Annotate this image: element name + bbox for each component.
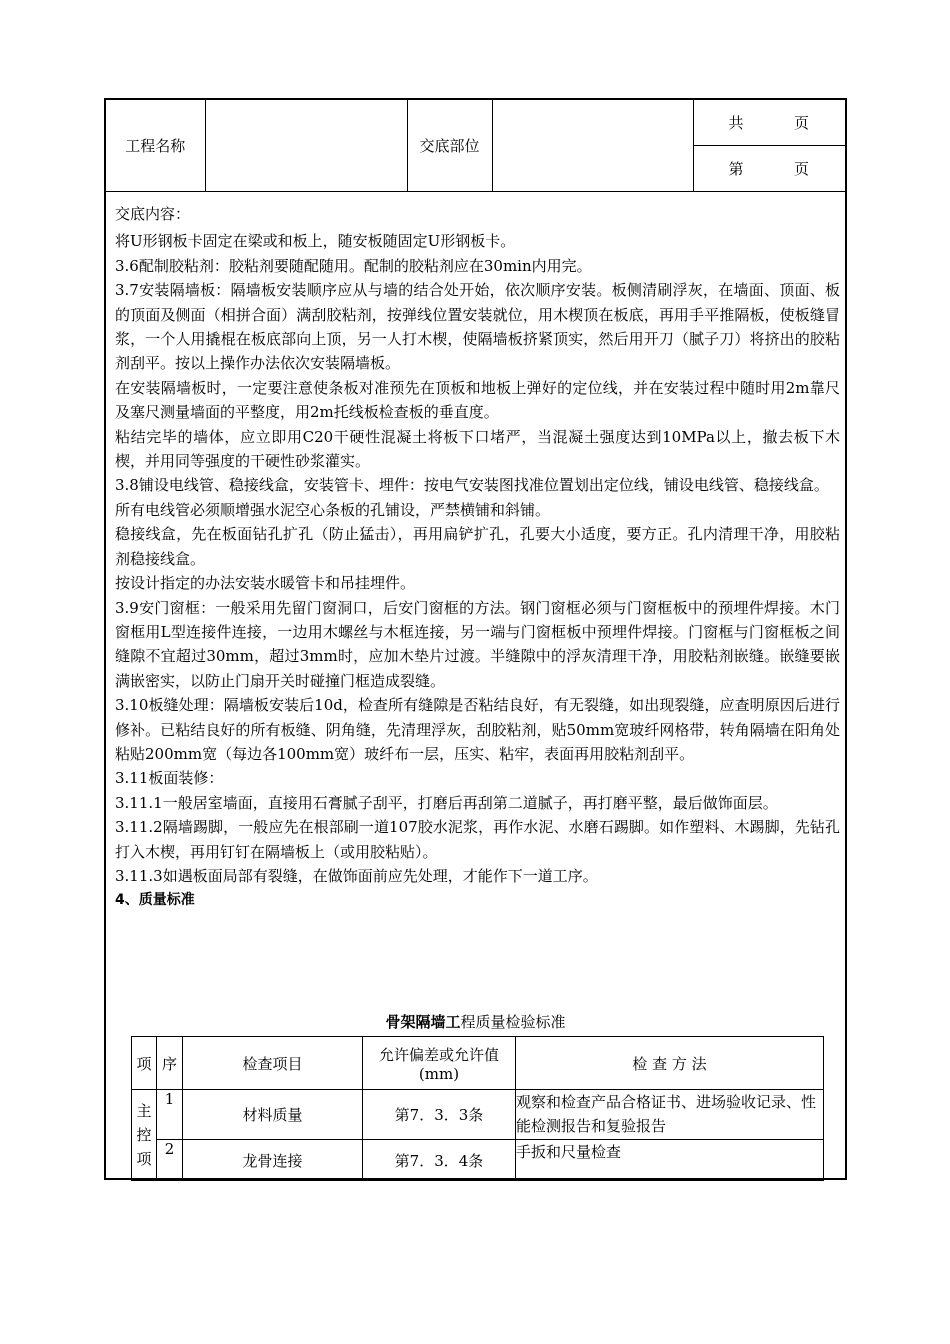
col-header-tolerance-line2: (mm) (418, 1064, 460, 1083)
content-paragraph: 3.8铺设电线管、稳接线盒，安装管卡、埋件：按电气安装图找准位置划出定位线，铺设电线管、稳接线盒。 (115, 476, 829, 495)
content-paragraph: 3.9安门窗框：一般采用先留门窗洞口，后安门窗框的方法。钢门窗框必须与门窗框板中的预埋件焊接。木门窗框用L型连接件连接，一边用木螺丝与木框连接，另一端与门窗框板中预埋件焊接。门窗框与门窗框板之间缝隙不宜超过30mm，超过3mm时，应加木垫片过渡。半缝隙中的浮灰清理干净，用胶粘剂嵌缝。嵌缝要嵌满嵌密实，以防止门扇开关时碰撞门框造成裂缝。 (115, 598, 840, 690)
handover-part-value[interactable] (492, 100, 693, 192)
project-name-label: 工程名称 (106, 100, 205, 192)
row-check-item: 材料质量 (183, 1090, 363, 1140)
section-quality-standard-heading: 4、质量标准 (115, 892, 195, 909)
content-paragraph: 粘结完毕的墙体，应立即用C20干硬性混凝土将板下口堵严，当混凝土强度达到10MPa以上，撤去板下木楔，并用同等强度的干硬性砂浆灌实。 (115, 427, 840, 471)
content-paragraph: 3.11.3如遇板面局部有裂缝，在做饰面前应先处理，才能作下一道工序。 (115, 866, 598, 885)
content-paragraph: 所有电线管必须顺增强水泥空心条板的孔铺设，严禁横铺和斜铺。 (115, 500, 551, 519)
content-paragraph: 3.7安装隔墙板：隔墙板安装顺序应从与墙的结合处开始，依次顺序安装。板侧清刷浮灰，在墙面、顶面、板的顶面及侧面（相拼合面）满刮胶粘剂，按弹线位置安装就位，用木楔顶在板底，再用手平推隔板，使板缝冒浆，一个人用撬棍在板底部向上顶，另一人打木楔，使隔墙板挤紧顶实，然后用开刀（腻子刀）将挤出的胶粘剂刮平。按以上操作办法依次安装隔墙板。 (115, 281, 840, 373)
category-main-control: 主控项 (132, 1090, 157, 1181)
qc-table-title-rest: 程质量检验标准 (460, 1013, 566, 1031)
row-method: 手扳和尺量检查 (516, 1140, 824, 1181)
page-number-unit: 页 (793, 160, 809, 179)
col-header-method: 检 查 方 法 (516, 1037, 824, 1090)
col-header-tolerance-line1: 允许偏差或允许值 (378, 1045, 499, 1064)
col-header-item: 项 (132, 1037, 157, 1090)
row-seq: 1 (157, 1090, 183, 1140)
col-header-seq: 序 (157, 1037, 183, 1090)
content-paragraph: 3.11.2隔墙踢脚，一般应先在根部刷一道107胶水泥浆，再作水泥、水磨石踢脚。如作塑料、木踢脚，先钻孔打入木楔，再用钉钉在隔墙板上（或用胶粘贴）。 (115, 818, 840, 861)
handover-content (115, 202, 840, 913)
content-paragraph: 将U形钢板卡固定在梁或和板上，随安板随固定U形钢板卡。 (115, 232, 516, 251)
quality-check-table (131, 1036, 824, 1181)
header-table (106, 100, 845, 192)
total-pages-cell (693, 100, 845, 146)
col-header-tolerance (363, 1037, 516, 1090)
content-paragraph: 按设计指定的办法安装水暖管卡和吊挂埋件。 (115, 574, 416, 593)
row-method: 观察和检查产品合格证书、进场验收记录、性能检测报告和复验报告 (516, 1090, 824, 1140)
row-seq: 2 (157, 1140, 183, 1181)
row-tolerance: 第7．3．3条 (363, 1090, 516, 1140)
handover-sheet (104, 98, 847, 1180)
total-pages-label: 共 (728, 114, 744, 133)
project-name-value[interactable] (205, 100, 407, 192)
row-tolerance: 第7．3．4条 (363, 1140, 516, 1181)
content-paragraph: 3.10板缝处理：隔墙板安装后10d，检查所有缝隙是否粘结良好，有无裂缝，如出现裂缝，应查明原因后进行修补。已粘结良好的所有板缝、阴角缝，先清理浮灰，刮胶粘剂，贴50mm宽玻纤网格带，转角隔墙在阳角处粘贴200mm宽（每边各100mm宽）玻纤布一层，压实、粘牢，表面再用胶粘剂刮平。 (115, 696, 840, 763)
page-number-label: 第 (728, 160, 744, 179)
content-paragraph: 稳接线盒，先在板面钻孔扩孔（防止猛击），再用扁铲扩孔，孔要大小适度，要方正。孔内清理干净，用胶粘剂稳接线盒。 (115, 525, 840, 568)
table-row (132, 1140, 824, 1181)
content-paragraph: 3.11.1一般居室墙面，直接用石膏腻子刮平，打磨后再刮第二道腻子，再打磨平整，最后做饰面层。 (115, 793, 778, 812)
page-number-cell (693, 146, 845, 192)
content-paragraph: 在安装隔墙板时，一定要注意使条板对准预先在顶板和地板上弹好的定位线，并在安装过程中随时用2m靠尺及塞尺测量墙面的平整度，用2m托线板检查板的垂直度。 (115, 378, 840, 422)
table-row (132, 1090, 824, 1140)
content-paragraph: 3.6配制胶粘剂：胶粘剂要随配随用。配制的胶粘剂应在30min内用完。 (115, 256, 592, 275)
content-paragraph: 3.11板面装修： (115, 769, 224, 788)
row-check-item: 龙骨连接 (183, 1140, 363, 1181)
col-header-check-item: 检查项目 (183, 1037, 363, 1090)
qc-table-title-bold: 骨架隔墙工 (385, 1013, 461, 1031)
qc-table-title (106, 1011, 845, 1032)
handover-part-label: 交底部位 (407, 100, 492, 192)
content-intro: 交底内容： (115, 205, 191, 223)
total-pages-unit: 页 (793, 114, 809, 133)
